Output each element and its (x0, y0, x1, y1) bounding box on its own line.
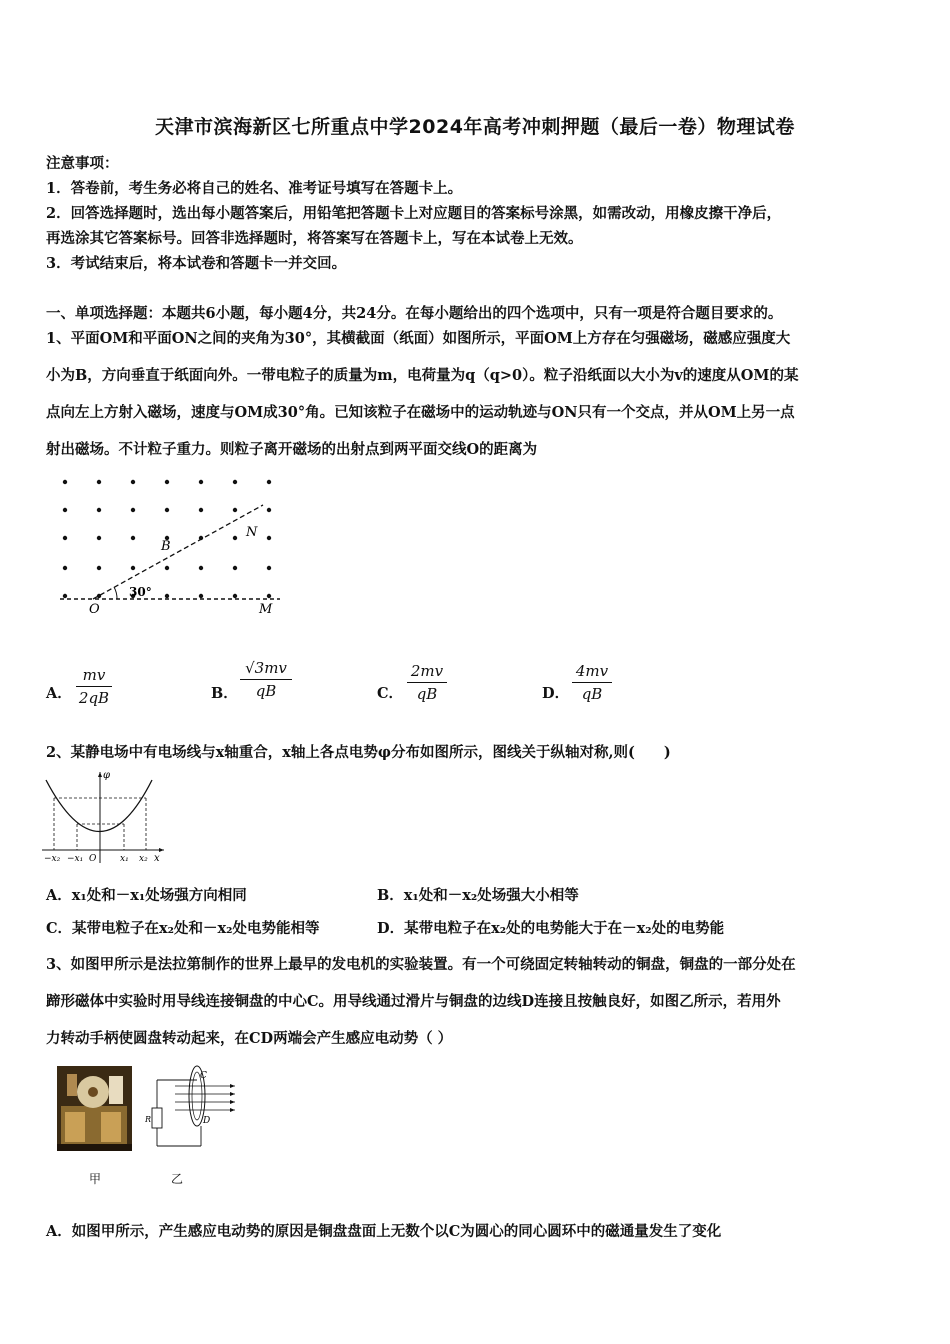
q3-caption-yi: 乙 (171, 1172, 184, 1186)
page-title: 天津市滨海新区七所重点中学2024年高考冲刺押题（最后一卷）物理试卷 (155, 116, 795, 138)
q1-option-b-num: √3mv (240, 659, 292, 680)
q1-option-c-fraction (407, 662, 447, 703)
notice-item-2: 2．回答选择题时，选出每小题答案后，用铅笔把答题卡上对应题目的答案标号涂黑，如需改动，用橡皮擦干净后， (46, 205, 782, 222)
q1-option-d-den: qB (581, 685, 603, 703)
field-dot (97, 480, 101, 484)
tick-neg-x2: −x₂ (44, 854, 61, 864)
q1-option-c-label[interactable]: C． (377, 685, 404, 702)
q3-figure-photo (57, 1066, 132, 1151)
label-D: D (203, 1116, 211, 1126)
q2-potential-graph (40, 768, 170, 868)
field-dot (97, 566, 101, 570)
field-dot (63, 566, 67, 570)
field-dot (267, 508, 271, 512)
notice-heading: 注意事项： (46, 155, 119, 172)
q1-option-c-num: 2mv (407, 662, 447, 683)
field-dot (233, 594, 237, 598)
q2-stem: 2、某静电场中有电场线与x轴重合，x轴上各点电势φ分布如图所示，图线关于纵轴对称,则( ) (46, 744, 671, 761)
q1-stem-line-3: 点向左上方射入磁场，速度与OM成30°角。已知该粒子在磁场中的运动轨迹与ON只有一个交点，并从OM上另一点 (46, 404, 795, 421)
field-dot (63, 594, 67, 598)
q1-option-c-den: qB (416, 685, 438, 703)
q1-stem-line-2: 小为B，方向垂直于纸面向外。一带电粒子的质量为m，电荷量为q（q>0）。粒子沿纸面以大小为v的速度从OM的某 (46, 367, 799, 384)
q1-option-b-label[interactable]: B． (211, 685, 238, 702)
q1-stem-line-4: 射出磁场。不计粒子重力。则粒子离开磁场的出射点到两平面交线O的距离为 (46, 441, 538, 458)
q3-figure-schematic (145, 1060, 245, 1155)
notice-item-3: 3．考试结束后，将本试卷和答题卡一并交回。 (46, 255, 347, 272)
q1-option-d-num: 4mv (572, 662, 612, 683)
field-dot (165, 594, 169, 598)
field-dot (267, 594, 271, 598)
field-dot (199, 594, 203, 598)
field-dot (97, 536, 101, 540)
q1-stem-line-1: 1、平面OM和平面ON之间的夹角为30°，其横截面（纸面）如图所示，平面OM上方存在匀强磁场，磁感应强度大 (46, 330, 791, 347)
q1-option-b-fraction (240, 659, 292, 700)
tick-origin: O (89, 854, 97, 864)
field-dot (63, 508, 67, 512)
field-dot (233, 480, 237, 484)
field-dot (131, 566, 135, 570)
label-N: N (246, 525, 258, 540)
q3-stem-line-2: 蹄形磁体中实验时用导线连接铜盘的中心C。用导线通过滑片与铜盘的边线D连接且按触良好，如图乙所示，若用外 (46, 993, 781, 1010)
field-dot (165, 566, 169, 570)
q1-option-b-den: qB (255, 682, 277, 700)
field-dot (267, 566, 271, 570)
field-dot (233, 536, 237, 540)
axis-label-phi: φ (103, 770, 111, 781)
field-dot (97, 508, 101, 512)
field-dot (233, 508, 237, 512)
q2-option-b[interactable]: B．x₁处和－x₂处场强大小相等 (377, 887, 579, 904)
q1-option-a-label[interactable]: A． (46, 685, 72, 702)
field-dot (63, 536, 67, 540)
label-B: B (161, 539, 171, 554)
q3-stem-line-3: 力转动手柄使圆盘转动起来，在CD两端会产生感应电动势（ ） (46, 1030, 453, 1047)
q1-option-a-fraction (76, 666, 112, 707)
notice-item-2-cont: 再选涂其它答案标号。回答非选择题时，将答案写在答题卡上，写在本试卷上无效。 (46, 230, 583, 247)
field-dot (63, 480, 67, 484)
q1-magnetic-field-figure (55, 472, 295, 622)
field-dot (267, 536, 271, 540)
tick-x2: x₂ (139, 854, 148, 864)
q2-option-c[interactable]: C．某带电粒子在x₂处和－x₂处电势能相等 (46, 920, 320, 937)
label-angle: 30° (129, 585, 152, 599)
q3-stem-line-1: 3、如图甲所示是法拉第制作的世界上最早的发电机的实验装置。有一个可绕固定转轴转动的铜盘，铜盘的一部分处在 (46, 956, 796, 973)
field-dot (131, 508, 135, 512)
q2-option-a[interactable]: A．x₁处和－x₁处场强方向相同 (46, 887, 247, 904)
tick-x1: x₁ (120, 854, 129, 864)
field-dot (199, 566, 203, 570)
q1-option-a-den: 2qB (78, 689, 110, 707)
label-O: O (89, 602, 100, 617)
field-dot (165, 508, 169, 512)
q2-option-d[interactable]: D．某带电粒子在x₂处的电势能大于在－x₂处的电势能 (377, 920, 725, 937)
q1-option-d-fraction (572, 662, 612, 703)
field-dot (233, 566, 237, 570)
q3-caption-jia: 甲 (89, 1172, 102, 1186)
field-dot (199, 480, 203, 484)
q1-option-d-label[interactable]: D． (542, 685, 570, 702)
field-dot (267, 480, 271, 484)
field-dot (131, 536, 135, 540)
label-M: M (259, 602, 273, 617)
axis-label-x: x (154, 853, 160, 864)
q1-option-a-num: mv (76, 666, 112, 687)
field-dot (131, 480, 135, 484)
section-heading: 一、单项选择题：本题共6小题，每小题4分，共24分。在每小题给出的四个选项中，只有一项是符合题目要求的。 (46, 305, 783, 322)
field-dot (165, 480, 169, 484)
tick-neg-x1: −x₁ (67, 854, 84, 864)
field-dot (199, 508, 203, 512)
q3-option-a[interactable]: A．如图甲所示，产生感应电动势的原因是铜盘盘面上无数个以C为圆心的同心圆环中的磁通量发生了变化 (46, 1223, 722, 1240)
label-C: C (200, 1071, 207, 1081)
label-R: R (145, 1115, 152, 1124)
notice-item-1: 1．答卷前，考生务必将自己的姓名、准考证号填写在答题卡上。 (46, 180, 463, 197)
